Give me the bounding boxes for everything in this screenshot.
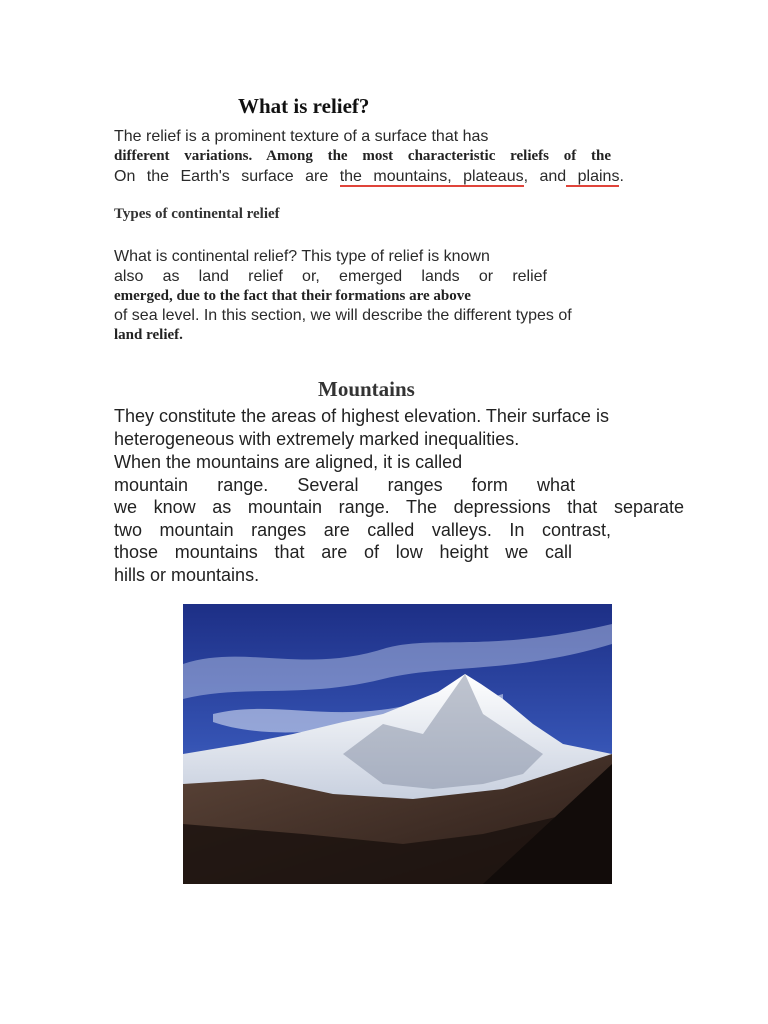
continental-line-2: also as land relief or, emerged lands or relief	[114, 268, 547, 285]
intro-line-3-end: .	[619, 168, 624, 185]
mountains-line-4: mountain range. Several ranges form what	[114, 475, 575, 495]
plains-link-text: plains	[566, 168, 620, 185]
mountains-line-3: When the mountains are aligned, it is called	[114, 452, 463, 472]
continental-line-4: of sea level. In this section, we will describe the different types of	[114, 307, 572, 324]
intro-line-3-start: On the Earth's surface are	[114, 168, 340, 185]
mountains-line-2: heterogeneous with extremely marked inequalities.	[114, 429, 520, 449]
continental-line-5: land relief.	[114, 327, 183, 343]
mountain-photo	[183, 604, 612, 884]
intro-line-3	[114, 168, 670, 186]
plateaus-link-text: plateaus	[451, 168, 524, 185]
continental-line-3: emerged, due to the fact that their formations are above	[114, 288, 471, 304]
mountains-link-text: the mountains,	[339, 168, 452, 185]
intro-line-1: The relief is a prominent texture of a surface that has	[114, 128, 489, 145]
page-title: What is relief?	[238, 94, 370, 118]
continental-line-1: What is continental relief? This type of relief is known	[114, 248, 490, 265]
types-heading: Types of continental relief	[114, 206, 280, 222]
intro-line-3-mid: , and	[523, 168, 567, 185]
intro-line-2: different variations. Among the most characteristic reliefs of the	[114, 148, 611, 164]
mountains-heading: Mountains	[318, 377, 415, 401]
mountains-line-1: They constitute the areas of highest elevation. Their surface is	[114, 406, 609, 426]
mountains-line-7: those mountains that are of low height we call	[114, 542, 572, 562]
mountains-line-8: hills or mountains.	[114, 565, 260, 585]
mountains-line-6: two mountain ranges are called valleys. In contrast,	[114, 520, 611, 540]
mountains-line-5: we know as mountain range. The depressions that separate	[114, 497, 684, 517]
